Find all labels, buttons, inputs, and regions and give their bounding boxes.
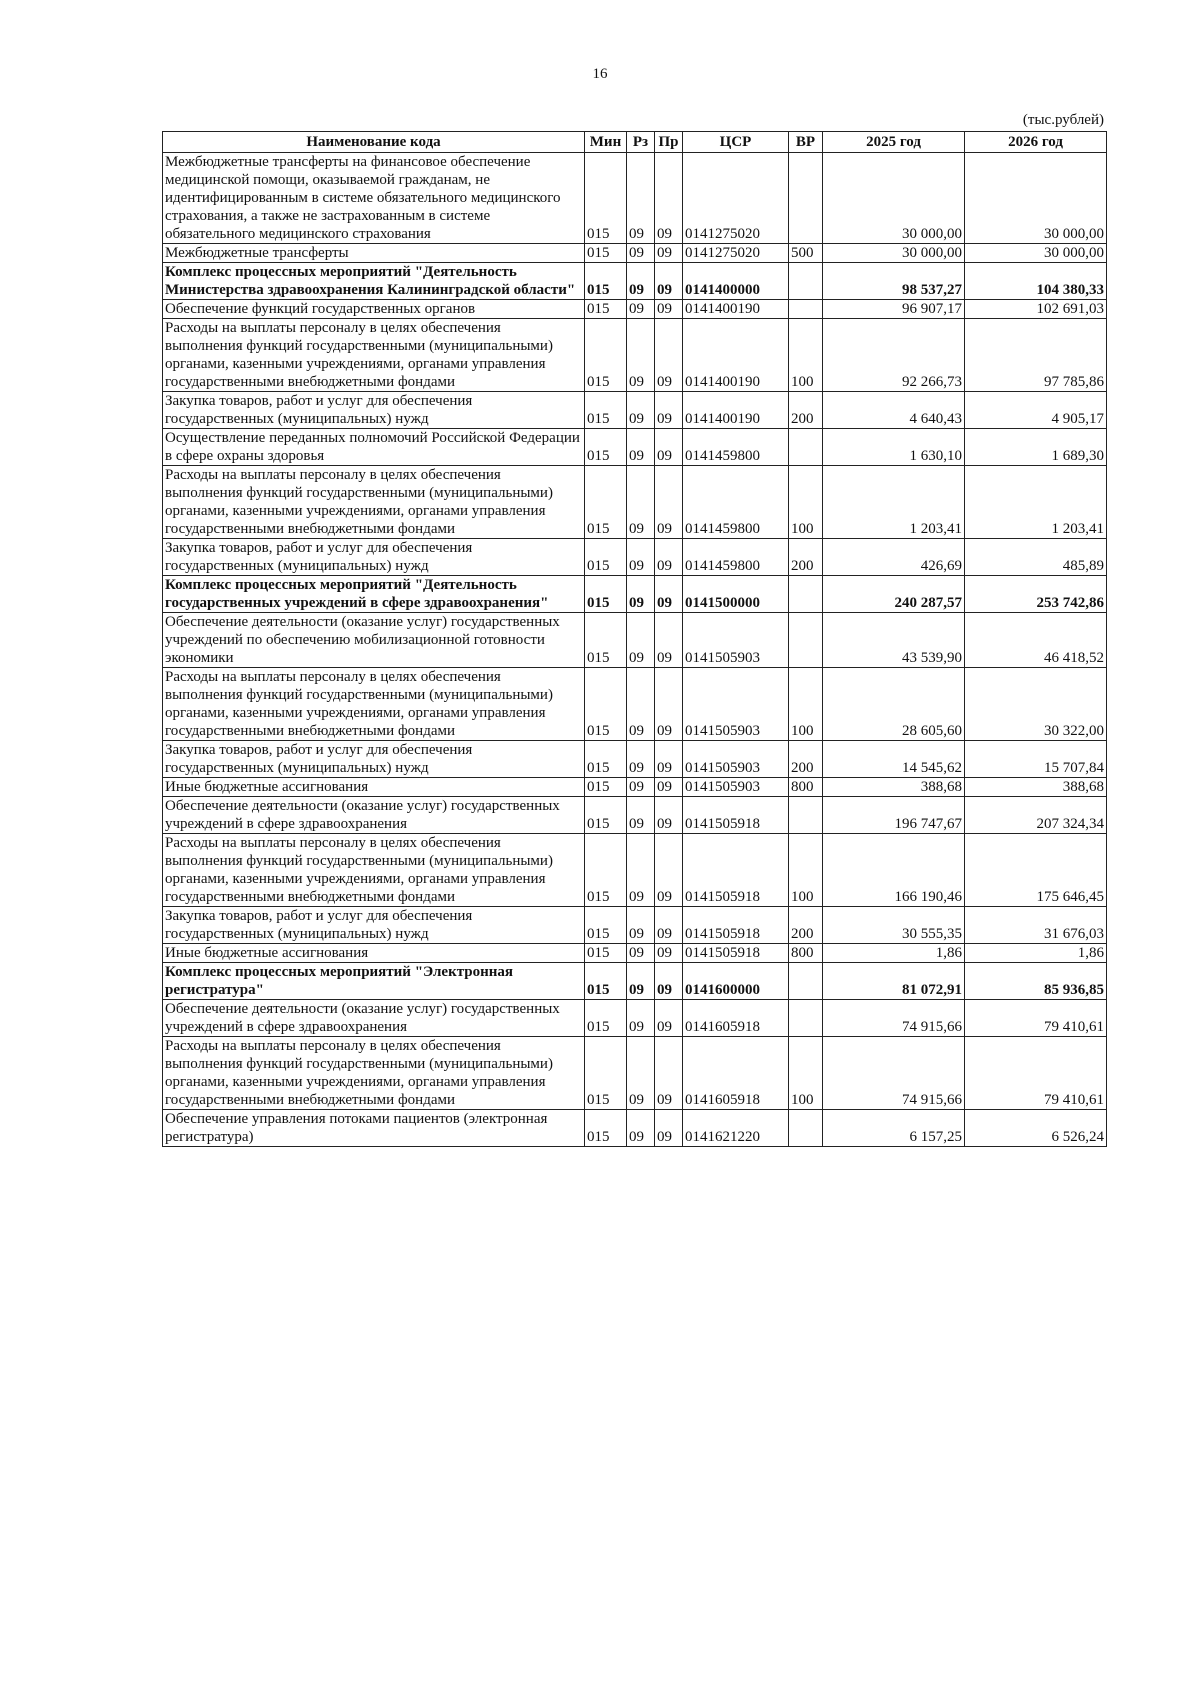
- cell-pr: 09: [655, 576, 683, 613]
- header-2025: 2025 год: [823, 132, 965, 153]
- cell-name: Осуществление переданных полномочий Российской Федерации в сфере охраны здоровья: [163, 429, 585, 466]
- table-row: [163, 1000, 1107, 1037]
- cell-min: 015: [585, 963, 627, 1000]
- header-pr: Пр: [655, 132, 683, 153]
- cell-pr: 09: [655, 668, 683, 741]
- cell-2025: 43 539,90: [823, 613, 965, 668]
- cell-pr: 09: [655, 466, 683, 539]
- cell-pr: 09: [655, 1000, 683, 1037]
- cell-pr: 09: [655, 834, 683, 907]
- cell-pr: 09: [655, 1110, 683, 1147]
- cell-csr: 0141605918: [683, 1037, 789, 1110]
- cell-csr: 0141505918: [683, 944, 789, 963]
- header-vr: ВР: [789, 132, 823, 153]
- cell-rz: 09: [627, 741, 655, 778]
- cell-pr: 09: [655, 778, 683, 797]
- cell-2026: 15 707,84: [965, 741, 1107, 778]
- cell-vr: 800: [789, 944, 823, 963]
- cell-min: 015: [585, 392, 627, 429]
- table-row: [163, 244, 1107, 263]
- cell-2026: 485,89: [965, 539, 1107, 576]
- table-row: [163, 263, 1107, 300]
- cell-rz: 09: [627, 963, 655, 1000]
- cell-rz: 09: [627, 244, 655, 263]
- cell-csr: 0141400190: [683, 319, 789, 392]
- table-row: [163, 907, 1107, 944]
- cell-vr: [789, 263, 823, 300]
- cell-2026: 79 410,61: [965, 1000, 1107, 1037]
- cell-csr: 0141621220: [683, 1110, 789, 1147]
- cell-vr: [789, 153, 823, 244]
- cell-pr: 09: [655, 153, 683, 244]
- cell-pr: 09: [655, 741, 683, 778]
- cell-2026: 253 742,86: [965, 576, 1107, 613]
- cell-2025: 6 157,25: [823, 1110, 965, 1147]
- cell-pr: 09: [655, 1037, 683, 1110]
- cell-vr: 500: [789, 244, 823, 263]
- cell-rz: 09: [627, 466, 655, 539]
- cell-2026: 30 000,00: [965, 244, 1107, 263]
- cell-csr: 0141505918: [683, 834, 789, 907]
- cell-name: Обеспечение функций государственных органов: [163, 300, 585, 319]
- table-row: [163, 741, 1107, 778]
- cell-min: 015: [585, 797, 627, 834]
- cell-rz: 09: [627, 319, 655, 392]
- cell-rz: 09: [627, 1000, 655, 1037]
- cell-min: 015: [585, 263, 627, 300]
- cell-name: Межбюджетные трансферты на финансовое обеспечение медицинской помощи, оказываемой гражданам, не идентифицированным в системе обязательного медицинского страхования, а также не застрахованным в системе обязательного медицинского страхования: [163, 153, 585, 244]
- cell-vr: [789, 613, 823, 668]
- cell-vr: 200: [789, 907, 823, 944]
- cell-2026: 4 905,17: [965, 392, 1107, 429]
- cell-pr: 09: [655, 263, 683, 300]
- cell-min: 015: [585, 944, 627, 963]
- table-row: [163, 944, 1107, 963]
- cell-2025: 81 072,91: [823, 963, 965, 1000]
- cell-csr: 0141400190: [683, 300, 789, 319]
- cell-2025: 30 000,00: [823, 244, 965, 263]
- budget-table: [162, 131, 1107, 1147]
- header-min: Мин: [585, 132, 627, 153]
- cell-name: Расходы на выплаты персоналу в целях обеспечения выполнения функций государственными (муниципальными) органами, казенными учреждениями, органами управления государственными внебюджетными фондами: [163, 466, 585, 539]
- cell-2026: 79 410,61: [965, 1037, 1107, 1110]
- cell-vr: [789, 963, 823, 1000]
- page-number: 16: [592, 66, 608, 82]
- cell-rz: 09: [627, 263, 655, 300]
- cell-csr: 0141505903: [683, 613, 789, 668]
- cell-name: Комплекс процессных мероприятий "Деятельность государственных учреждений в сфере здравоохранения": [163, 576, 585, 613]
- cell-name: Межбюджетные трансферты: [163, 244, 585, 263]
- cell-pr: 09: [655, 613, 683, 668]
- cell-rz: 09: [627, 778, 655, 797]
- cell-2026: 175 646,45: [965, 834, 1107, 907]
- cell-min: 015: [585, 319, 627, 392]
- cell-vr: 100: [789, 466, 823, 539]
- cell-vr: 200: [789, 539, 823, 576]
- table-row: [163, 1110, 1107, 1147]
- cell-min: 015: [585, 1037, 627, 1110]
- cell-vr: [789, 1110, 823, 1147]
- cell-rz: 09: [627, 153, 655, 244]
- header-csr: ЦСР: [683, 132, 789, 153]
- cell-2025: 98 537,27: [823, 263, 965, 300]
- cell-min: 015: [585, 576, 627, 613]
- cell-2026: 97 785,86: [965, 319, 1107, 392]
- cell-2026: 30 000,00: [965, 153, 1107, 244]
- cell-2025: 92 266,73: [823, 319, 965, 392]
- cell-vr: 100: [789, 668, 823, 741]
- cell-rz: 09: [627, 539, 655, 576]
- cell-2025: 240 287,57: [823, 576, 965, 613]
- cell-vr: [789, 797, 823, 834]
- cell-rz: 09: [627, 392, 655, 429]
- header-row: [163, 132, 1107, 153]
- cell-2026: 30 322,00: [965, 668, 1107, 741]
- units-label: (тыс.рублей): [1022, 112, 1104, 128]
- cell-min: 015: [585, 429, 627, 466]
- cell-2026: 1 689,30: [965, 429, 1107, 466]
- cell-name: Расходы на выплаты персоналу в целях обеспечения выполнения функций государственными (муниципальными) органами, казенными учреждениями, органами управления государственными внебюджетными фондами: [163, 319, 585, 392]
- cell-pr: 09: [655, 319, 683, 392]
- cell-rz: 09: [627, 429, 655, 466]
- table-row: [163, 539, 1107, 576]
- cell-min: 015: [585, 668, 627, 741]
- cell-pr: 09: [655, 300, 683, 319]
- cell-csr: 0141505903: [683, 668, 789, 741]
- cell-vr: 100: [789, 834, 823, 907]
- header-name: Наименование кода: [163, 132, 585, 153]
- cell-2025: 14 545,62: [823, 741, 965, 778]
- cell-vr: [789, 300, 823, 319]
- table-row: [163, 778, 1107, 797]
- table-row: [163, 319, 1107, 392]
- cell-2025: 30 555,35: [823, 907, 965, 944]
- cell-name: Закупка товаров, работ и услуг для обеспечения государственных (муниципальных) нужд: [163, 741, 585, 778]
- cell-2025: 1 630,10: [823, 429, 965, 466]
- cell-2026: 207 324,34: [965, 797, 1107, 834]
- cell-rz: 09: [627, 613, 655, 668]
- cell-csr: 0141275020: [683, 244, 789, 263]
- table-row: [163, 1037, 1107, 1110]
- cell-csr: 0141459800: [683, 539, 789, 576]
- cell-name: Закупка товаров, работ и услуг для обеспечения государственных (муниципальных) нужд: [163, 539, 585, 576]
- cell-name: Закупка товаров, работ и услуг для обеспечения государственных (муниципальных) нужд: [163, 907, 585, 944]
- cell-vr: [789, 429, 823, 466]
- cell-csr: 0141600000: [683, 963, 789, 1000]
- cell-pr: 09: [655, 429, 683, 466]
- cell-min: 015: [585, 741, 627, 778]
- cell-min: 015: [585, 834, 627, 907]
- cell-pr: 09: [655, 944, 683, 963]
- cell-2026: 1 203,41: [965, 466, 1107, 539]
- cell-min: 015: [585, 613, 627, 668]
- table-row: [163, 392, 1107, 429]
- cell-2025: 1,86: [823, 944, 965, 963]
- cell-min: 015: [585, 1000, 627, 1037]
- table-row: [163, 153, 1107, 244]
- cell-name: Обеспечение деятельности (оказание услуг) государственных учреждений в сфере здравоохранения: [163, 1000, 585, 1037]
- cell-rz: 09: [627, 1110, 655, 1147]
- cell-vr: [789, 576, 823, 613]
- cell-rz: 09: [627, 907, 655, 944]
- table-row: [163, 613, 1107, 668]
- cell-rz: 09: [627, 300, 655, 319]
- cell-rz: 09: [627, 576, 655, 613]
- cell-min: 015: [585, 244, 627, 263]
- cell-csr: 0141505918: [683, 797, 789, 834]
- cell-rz: 09: [627, 668, 655, 741]
- cell-name: Обеспечение управления потоками пациентов (электронная регистратура): [163, 1110, 585, 1147]
- cell-csr: 0141505918: [683, 907, 789, 944]
- cell-csr: 0141500000: [683, 576, 789, 613]
- cell-2025: 196 747,67: [823, 797, 965, 834]
- cell-rz: 09: [627, 1037, 655, 1110]
- cell-min: 015: [585, 539, 627, 576]
- cell-pr: 09: [655, 539, 683, 576]
- cell-csr: 0141505903: [683, 741, 789, 778]
- cell-min: 015: [585, 778, 627, 797]
- cell-vr: 200: [789, 741, 823, 778]
- cell-min: 015: [585, 907, 627, 944]
- table-row: [163, 963, 1107, 1000]
- cell-csr: 0141605918: [683, 1000, 789, 1037]
- cell-pr: 09: [655, 392, 683, 429]
- cell-min: 015: [585, 153, 627, 244]
- cell-rz: 09: [627, 797, 655, 834]
- table-row: [163, 668, 1107, 741]
- cell-2025: 74 915,66: [823, 1000, 965, 1037]
- header-2026: 2026 год: [965, 132, 1107, 153]
- cell-name: Комплекс процессных мероприятий "Электронная регистратура": [163, 963, 585, 1000]
- cell-pr: 09: [655, 963, 683, 1000]
- cell-name: Закупка товаров, работ и услуг для обеспечения государственных (муниципальных) нужд: [163, 392, 585, 429]
- cell-2026: 104 380,33: [965, 263, 1107, 300]
- cell-name: Иные бюджетные ассигнования: [163, 778, 585, 797]
- table-row: [163, 797, 1107, 834]
- cell-name: Обеспечение деятельности (оказание услуг) государственных учреждений в сфере здравоохранения: [163, 797, 585, 834]
- cell-2025: 28 605,60: [823, 668, 965, 741]
- cell-min: 015: [585, 300, 627, 319]
- cell-2025: 426,69: [823, 539, 965, 576]
- cell-2026: 85 936,85: [965, 963, 1107, 1000]
- cell-name: Расходы на выплаты персоналу в целях обеспечения выполнения функций государственными (муниципальными) органами, казенными учреждениями, органами управления государственными внебюджетными фондами: [163, 834, 585, 907]
- cell-csr: 0141459800: [683, 429, 789, 466]
- cell-2026: 102 691,03: [965, 300, 1107, 319]
- cell-2025: 96 907,17: [823, 300, 965, 319]
- cell-min: 015: [585, 466, 627, 539]
- cell-min: 015: [585, 1110, 627, 1147]
- cell-vr: 100: [789, 1037, 823, 1110]
- cell-vr: 800: [789, 778, 823, 797]
- cell-pr: 09: [655, 907, 683, 944]
- table-row: [163, 576, 1107, 613]
- cell-name: Расходы на выплаты персоналу в целях обеспечения выполнения функций государственными (муниципальными) органами, казенными учреждениями, органами управления государственными внебюджетными фондами: [163, 668, 585, 741]
- table-body: [163, 153, 1107, 1147]
- cell-2026: 46 418,52: [965, 613, 1107, 668]
- table-row: [163, 300, 1107, 319]
- cell-2025: 1 203,41: [823, 466, 965, 539]
- cell-vr: [789, 1000, 823, 1037]
- cell-pr: 09: [655, 244, 683, 263]
- cell-2026: 388,68: [965, 778, 1107, 797]
- header-rz: Рз: [627, 132, 655, 153]
- cell-2026: 6 526,24: [965, 1110, 1107, 1147]
- cell-pr: 09: [655, 797, 683, 834]
- cell-csr: 0141275020: [683, 153, 789, 244]
- cell-name: Иные бюджетные ассигнования: [163, 944, 585, 963]
- cell-csr: 0141400190: [683, 392, 789, 429]
- cell-2026: 1,86: [965, 944, 1107, 963]
- cell-2025: 388,68: [823, 778, 965, 797]
- cell-2025: 74 915,66: [823, 1037, 965, 1110]
- cell-name: Расходы на выплаты персоналу в целях обеспечения выполнения функций государственными (муниципальными) органами, казенными учреждениями, органами управления государственными внебюджетными фондами: [163, 1037, 585, 1110]
- cell-vr: 200: [789, 392, 823, 429]
- cell-2026: 31 676,03: [965, 907, 1107, 944]
- cell-2025: 4 640,43: [823, 392, 965, 429]
- cell-name: Обеспечение деятельности (оказание услуг) государственных учреждений по обеспечению мобилизационной готовности экономики: [163, 613, 585, 668]
- cell-vr: 100: [789, 319, 823, 392]
- cell-csr: 0141400000: [683, 263, 789, 300]
- cell-csr: 0141505903: [683, 778, 789, 797]
- cell-2025: 30 000,00: [823, 153, 965, 244]
- table-row: [163, 429, 1107, 466]
- cell-csr: 0141459800: [683, 466, 789, 539]
- table-row: [163, 834, 1107, 907]
- table-row: [163, 466, 1107, 539]
- cell-rz: 09: [627, 834, 655, 907]
- cell-2025: 166 190,46: [823, 834, 965, 907]
- cell-rz: 09: [627, 944, 655, 963]
- cell-name: Комплекс процессных мероприятий "Деятельность Министерства здравоохранения Калининградской области": [163, 263, 585, 300]
